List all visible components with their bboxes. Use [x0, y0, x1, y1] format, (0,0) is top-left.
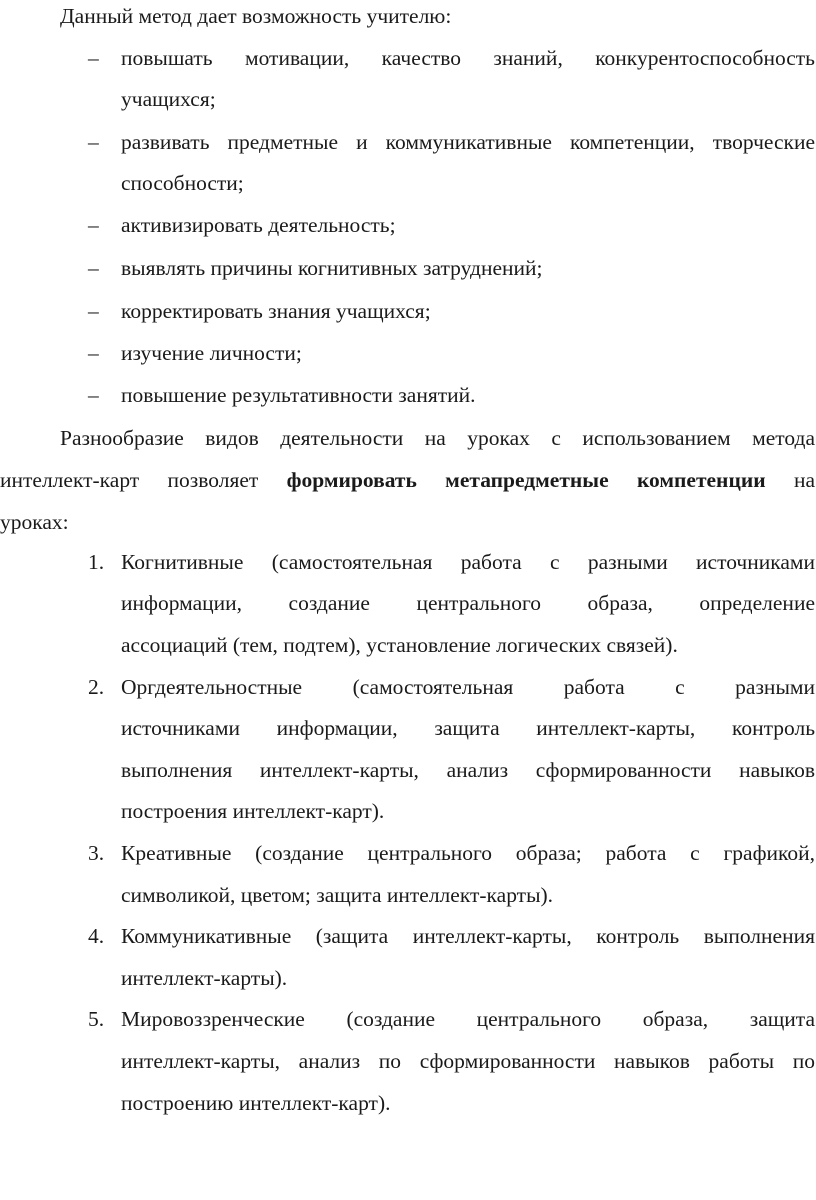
item-4-line-2: интеллект-карты).: [121, 966, 288, 990]
item-3-line-1: Креативные (создание центрального образа; работа с графикой,: [121, 841, 815, 865]
bullet-marker: –: [88, 130, 99, 154]
list-number: 5.: [88, 1007, 105, 1031]
bullet-marker: –: [88, 383, 99, 407]
bullet-2-line-2: способности;: [121, 171, 244, 195]
bullet-2-line-1: развивать предметные и коммуникативные компетенции, творческие: [121, 130, 815, 154]
paragraph-line-3: уроках:: [0, 510, 69, 534]
list-number: 3.: [88, 841, 105, 865]
list-number: 1.: [88, 550, 105, 574]
item-2-line-3: выполнения интеллект-карты, анализ сформированности навыков: [121, 758, 815, 782]
item-5-line-3: построению интеллект-карт).: [121, 1091, 391, 1115]
item-4-line-1: Коммуникативные (защита интеллект-карты, контроль выполнения: [121, 924, 815, 948]
item-1-line-2: информации, создание центрального образа, определение: [121, 591, 815, 615]
item-3-line-2: символикой, цветом; защита интеллект-карты).: [121, 883, 554, 907]
item-1-line-1: Когнитивные (самостоятельная работа с разными источниками: [121, 550, 815, 574]
bullet-6-line-1: изучение личности;: [121, 341, 302, 365]
item-1-line-3: ассоциаций (тем, подтем), установление логических связей).: [121, 633, 678, 657]
item-2-line-2: источниками информации, защита интеллект-карты, контроль: [121, 716, 815, 740]
item-2-line-1: Оргдеятельностные (самостоятельная работа с разными: [121, 675, 815, 699]
paragraph-line-1: Разнообразие видов деятельности на уроках с использованием метода: [60, 426, 815, 450]
paragraph-bold-text: формировать метапредметные компетенции: [286, 468, 766, 492]
bullet-5-line-1: корректировать знания учащихся;: [121, 299, 431, 323]
paragraph-line-2: [0, 466, 815, 494]
bullet-marker: –: [88, 299, 99, 323]
paragraph-text: интеллект-карт позволяет: [0, 468, 259, 492]
bullet-marker: –: [88, 256, 99, 280]
bullet-3-line-1: активизировать деятельность;: [121, 213, 396, 237]
bullet-marker: –: [88, 46, 99, 70]
item-2-line-4: построения интеллект-карт).: [121, 799, 385, 823]
bullet-7-line-1: повышение результативности занятий.: [121, 383, 476, 407]
item-5-line-2: интеллект-карты, анализ по сформированности навыков работы по: [121, 1049, 815, 1073]
list-number: 4.: [88, 924, 105, 948]
bullet-1-line-1: повышать мотивации, качество знаний, конкурентоспособность: [121, 46, 815, 70]
bullet-1-line-2: учащихся;: [121, 87, 216, 111]
list-number: 2.: [88, 675, 105, 699]
intro-line: Данный метод дает возможность учителю:: [60, 4, 452, 28]
paragraph-text: на: [793, 468, 816, 492]
bullet-marker: –: [88, 213, 99, 237]
bullet-4-line-1: выявлять причины когнитивных затруднений;: [121, 256, 543, 280]
item-5-line-1: Мировоззренческие (создание центрального образа, защита: [121, 1007, 815, 1031]
bullet-marker: –: [88, 341, 99, 365]
